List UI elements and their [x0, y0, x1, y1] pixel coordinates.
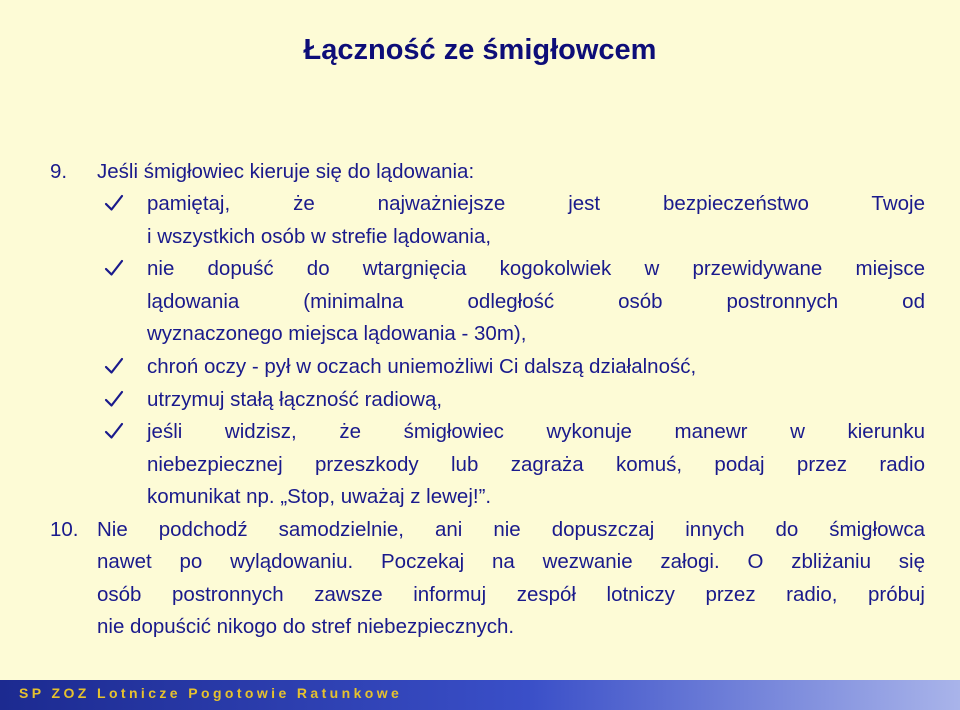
- bullet-2-line-3: wyznaczonego miejsca lądowania - 30m),: [147, 322, 527, 345]
- checkmark-icon: [104, 389, 126, 411]
- slide-title: Łączność ze śmigłowcem: [303, 34, 657, 66]
- item-10-line-2: nawet po wylądowaniu. Poczekaj na wezwanie załogi. O zbliżaniu się: [97, 550, 925, 573]
- item-10-line-1: Nie podchodź samodzielnie, ani nie dopuszczaj innych do śmigłowca: [97, 518, 925, 541]
- item-10-line-4: nie dopuścić nikogo do stref niebezpiecznych.: [97, 615, 515, 638]
- bullet-4-line-1: utrzymuj stałą łączność radiową,: [147, 388, 443, 411]
- bullet-5-line-2: niebezpiecznej przeszkody lub zagraża komuś, podaj przez radio: [147, 453, 925, 476]
- bullet-2-line-2: lądowania (minimalna odległość osób postronnych od: [147, 290, 925, 313]
- item-10-line-3: osób postronnych zawsze informuj zespół lotniczy przez radio, próbuj: [97, 583, 925, 606]
- bullet-3-line-1: chroń oczy - pył w oczach uniemożliwi Ci dalszą działalność,: [147, 355, 697, 378]
- bullet-5-line-1: jeśli widzisz, że śmigłowiec wykonuje manewr w kierunku: [147, 420, 925, 443]
- item-9-intro: Jeśli śmigłowiec kieruje się do lądowania:: [97, 160, 475, 183]
- bullet-2-line-1: nie dopuść do wtargnięcia kogokolwiek w przewidywane miejsce: [147, 257, 925, 280]
- bullet-1-line-2: i wszystkich osób w strefie lądowania,: [147, 225, 492, 248]
- checkmark-icon: [104, 193, 126, 215]
- item-10-number: 10.: [50, 518, 79, 541]
- checkmark-icon: [104, 356, 126, 378]
- footer-text: SP ZOZ Lotnicze Pogotowie Ratunkowe: [19, 685, 403, 701]
- checkmark-icon: [104, 258, 126, 280]
- bullet-1-line-1: pamiętaj, że najważniejsze jest bezpieczeństwo Twoje: [147, 192, 925, 215]
- bullet-5-line-3: komunikat np. „Stop, uważaj z lewej!”.: [147, 485, 492, 508]
- item-9-number: 9.: [50, 160, 68, 183]
- checkmark-icon: [104, 421, 126, 443]
- footer-bar: [0, 680, 960, 710]
